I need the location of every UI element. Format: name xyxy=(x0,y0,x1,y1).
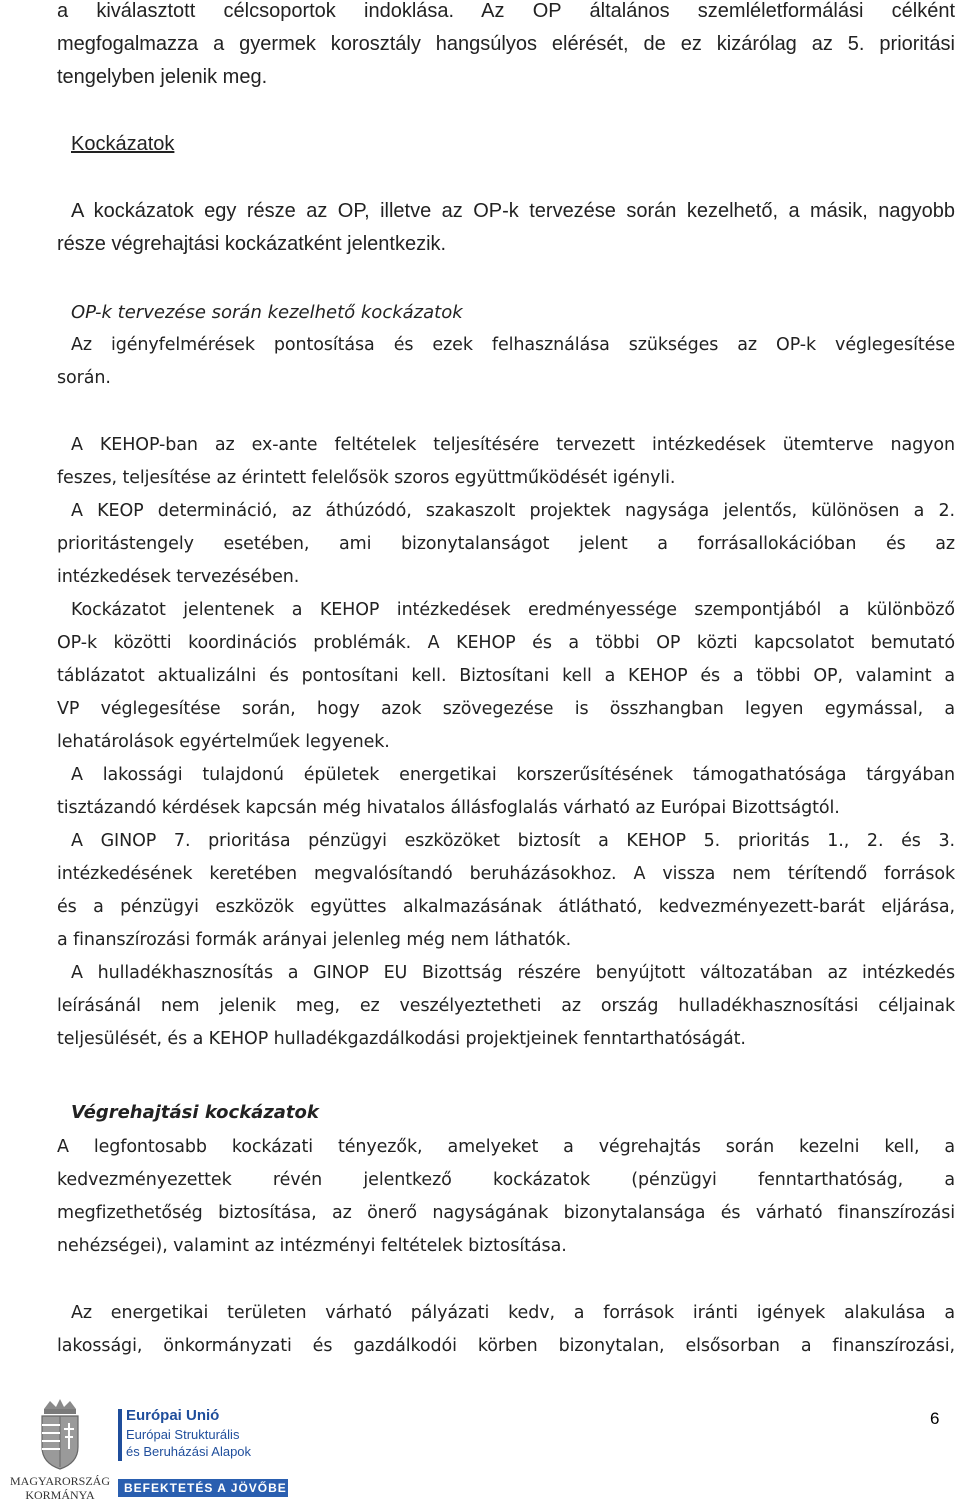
text-line: A hulladékhasznosítás a GINOP EU Bizottság részére benyújtott változatában az intézkedés xyxy=(71,963,955,983)
eu-logo-line-3: és Beruházási Alapok xyxy=(126,1444,252,1459)
text-line: A GINOP 7. prioritása pénzügyi eszközöket biztosít a KEHOP 5. prioritás 1., 2. és 3. xyxy=(71,831,955,851)
eu-logo-title: Európai Unió xyxy=(126,1407,220,1424)
eu-logo-bar xyxy=(118,1479,288,1497)
text-line: leírásánál nem jelenik meg, ez veszélyeztetheti az ország hulladékhasznosítási céljainak xyxy=(57,996,955,1016)
text-line: kedvezményezettek révén jelentkező kockázatok (pénzügyi fenntarthatóság, a xyxy=(57,1170,955,1190)
crest-text-line-1: MAGYARORSZÁG xyxy=(9,1474,111,1488)
text-line: Az igényfelmérések pontosítása és ezek felhasználása szükséges az OP-k véglegesítése xyxy=(71,335,955,355)
text-line: Kockázatot jelentenek a KEHOP intézkedések eredményessége szempontjából a különböző xyxy=(71,600,955,620)
crest-text-line-2: KORMÁNYA xyxy=(25,1488,95,1502)
subsection-heading-exec-risks: Végrehajtási kockázatok xyxy=(71,1102,319,1123)
intro-paragraph xyxy=(57,0,955,94)
text-line: intézkedések tervezésében. xyxy=(57,567,300,587)
text-line: során. xyxy=(57,368,111,388)
text-line: VP véglegesítése során, hogy azok szövegezése is összhangban legyen egymással, a xyxy=(57,699,955,719)
text-line: lakossági, önkormányzati és gazdálkodói körben bizonytalan, elsősorban a finanszírozási, xyxy=(57,1336,955,1356)
text-line: A lakossági tulajdonú épületek energetikai korszerűsítésének támogathatósága tárgyában xyxy=(71,765,955,785)
text-line: megfizethetőség biztosítása, az önerő nagyságának bizonytalansága és várható finanszírozási xyxy=(57,1203,955,1223)
text-line: a finanszírozási formák arányai jelenleg még nem láthatók. xyxy=(57,930,572,950)
text-line: lehatárolások egyértelműek legyenek. xyxy=(57,732,390,752)
text-line: a kiválasztott célcsoportok indoklása. Az OP általános szemléletformálási célként xyxy=(57,0,955,22)
text-line: A legfontosabb kockázati tényezők, amelyeket a végrehajtás során kezelni kell, a xyxy=(57,1137,955,1157)
hungarian-government-crest xyxy=(6,1399,114,1503)
eu-flag-stripe xyxy=(118,1409,122,1461)
body-paragraphs xyxy=(57,429,955,1056)
text-line: megfogalmazza a gyermek korosztály hangsúlyos elérését, de ez kizárólag az 5. prioritási xyxy=(57,33,955,55)
text-line: A KEHOP-ban az ex-ante feltételek teljesítésére tervezett intézkedések ütemterve nagyon xyxy=(71,435,955,455)
text-line: táblázatot aktualizálni és pontosítani kell. Biztosítani kell a KEHOP és a többi OP, valamint a xyxy=(57,666,955,686)
eu-logo-line-2: Európai Strukturális xyxy=(126,1427,240,1442)
page-number: 6 xyxy=(930,1409,940,1428)
text-line: és a pénzügyi eszközök együttes alkalmazásának átlátható, kedvezményezett-barát eljárása, xyxy=(57,897,955,917)
eu-logo-slogan: BEFEKTETÉS A JÖVŐBE xyxy=(124,1481,287,1495)
page-footer xyxy=(0,1395,960,1509)
planning-risks-paragraph xyxy=(57,329,955,395)
exec-risks-paragraph xyxy=(57,1131,955,1263)
text-line: tengelyben jelenik meg. xyxy=(57,66,268,88)
text-line: nehézségei), valamint az intézményi feltételek biztosítása. xyxy=(57,1236,567,1256)
text-line: feszes, teljesítése az érintett felelősök szoros együttműködését igényli. xyxy=(57,468,676,488)
risks-paragraph xyxy=(57,195,955,261)
eu-funds-logo xyxy=(118,1407,288,1497)
text-line: OP-k közötti koordinációs problémák. A KEHOP és a többi OP közti kapcsolatot bemutató xyxy=(57,633,955,653)
energy-paragraph xyxy=(57,1297,955,1363)
text-line: A kockázatok egy része az OP, illetve az OP-k tervezése során kezelhető, a másik, nagyobb xyxy=(71,200,955,222)
text-line: része végrehajtási kockázatként jelentkezik. xyxy=(57,233,447,255)
text-line: tisztázandó kérdések kapcsán még hivatalos állásfoglalás várható az Európai Bizottságtól. xyxy=(57,798,840,818)
text-line: prioritástengely esetében, ami bizonytalanságot jelent a forrásallokációban és az xyxy=(57,534,955,554)
text-line: intézkedésének keretében megvalósítandó beruházásokhoz. A vissza nem térítendő források xyxy=(57,864,955,884)
section-heading-kockazatok: Kockázatok xyxy=(71,133,175,155)
crest-icon xyxy=(6,1399,114,1503)
text-line: A KEOP determináció, az áthúzódó, szakaszolt projektek nagysága jelentős, különösen a 2. xyxy=(71,501,955,521)
subsection-heading-planning-risks: OP-k tervezése során kezelhető kockázatok xyxy=(71,302,463,323)
text-line: Az energetikai területen várható pályázati kedv, a források iránti igények alakulása a xyxy=(71,1303,955,1323)
text-line: teljesülését, és a KEHOP hulladékgazdálkodási projektjeinek fenntarthatóságát. xyxy=(57,1029,746,1049)
